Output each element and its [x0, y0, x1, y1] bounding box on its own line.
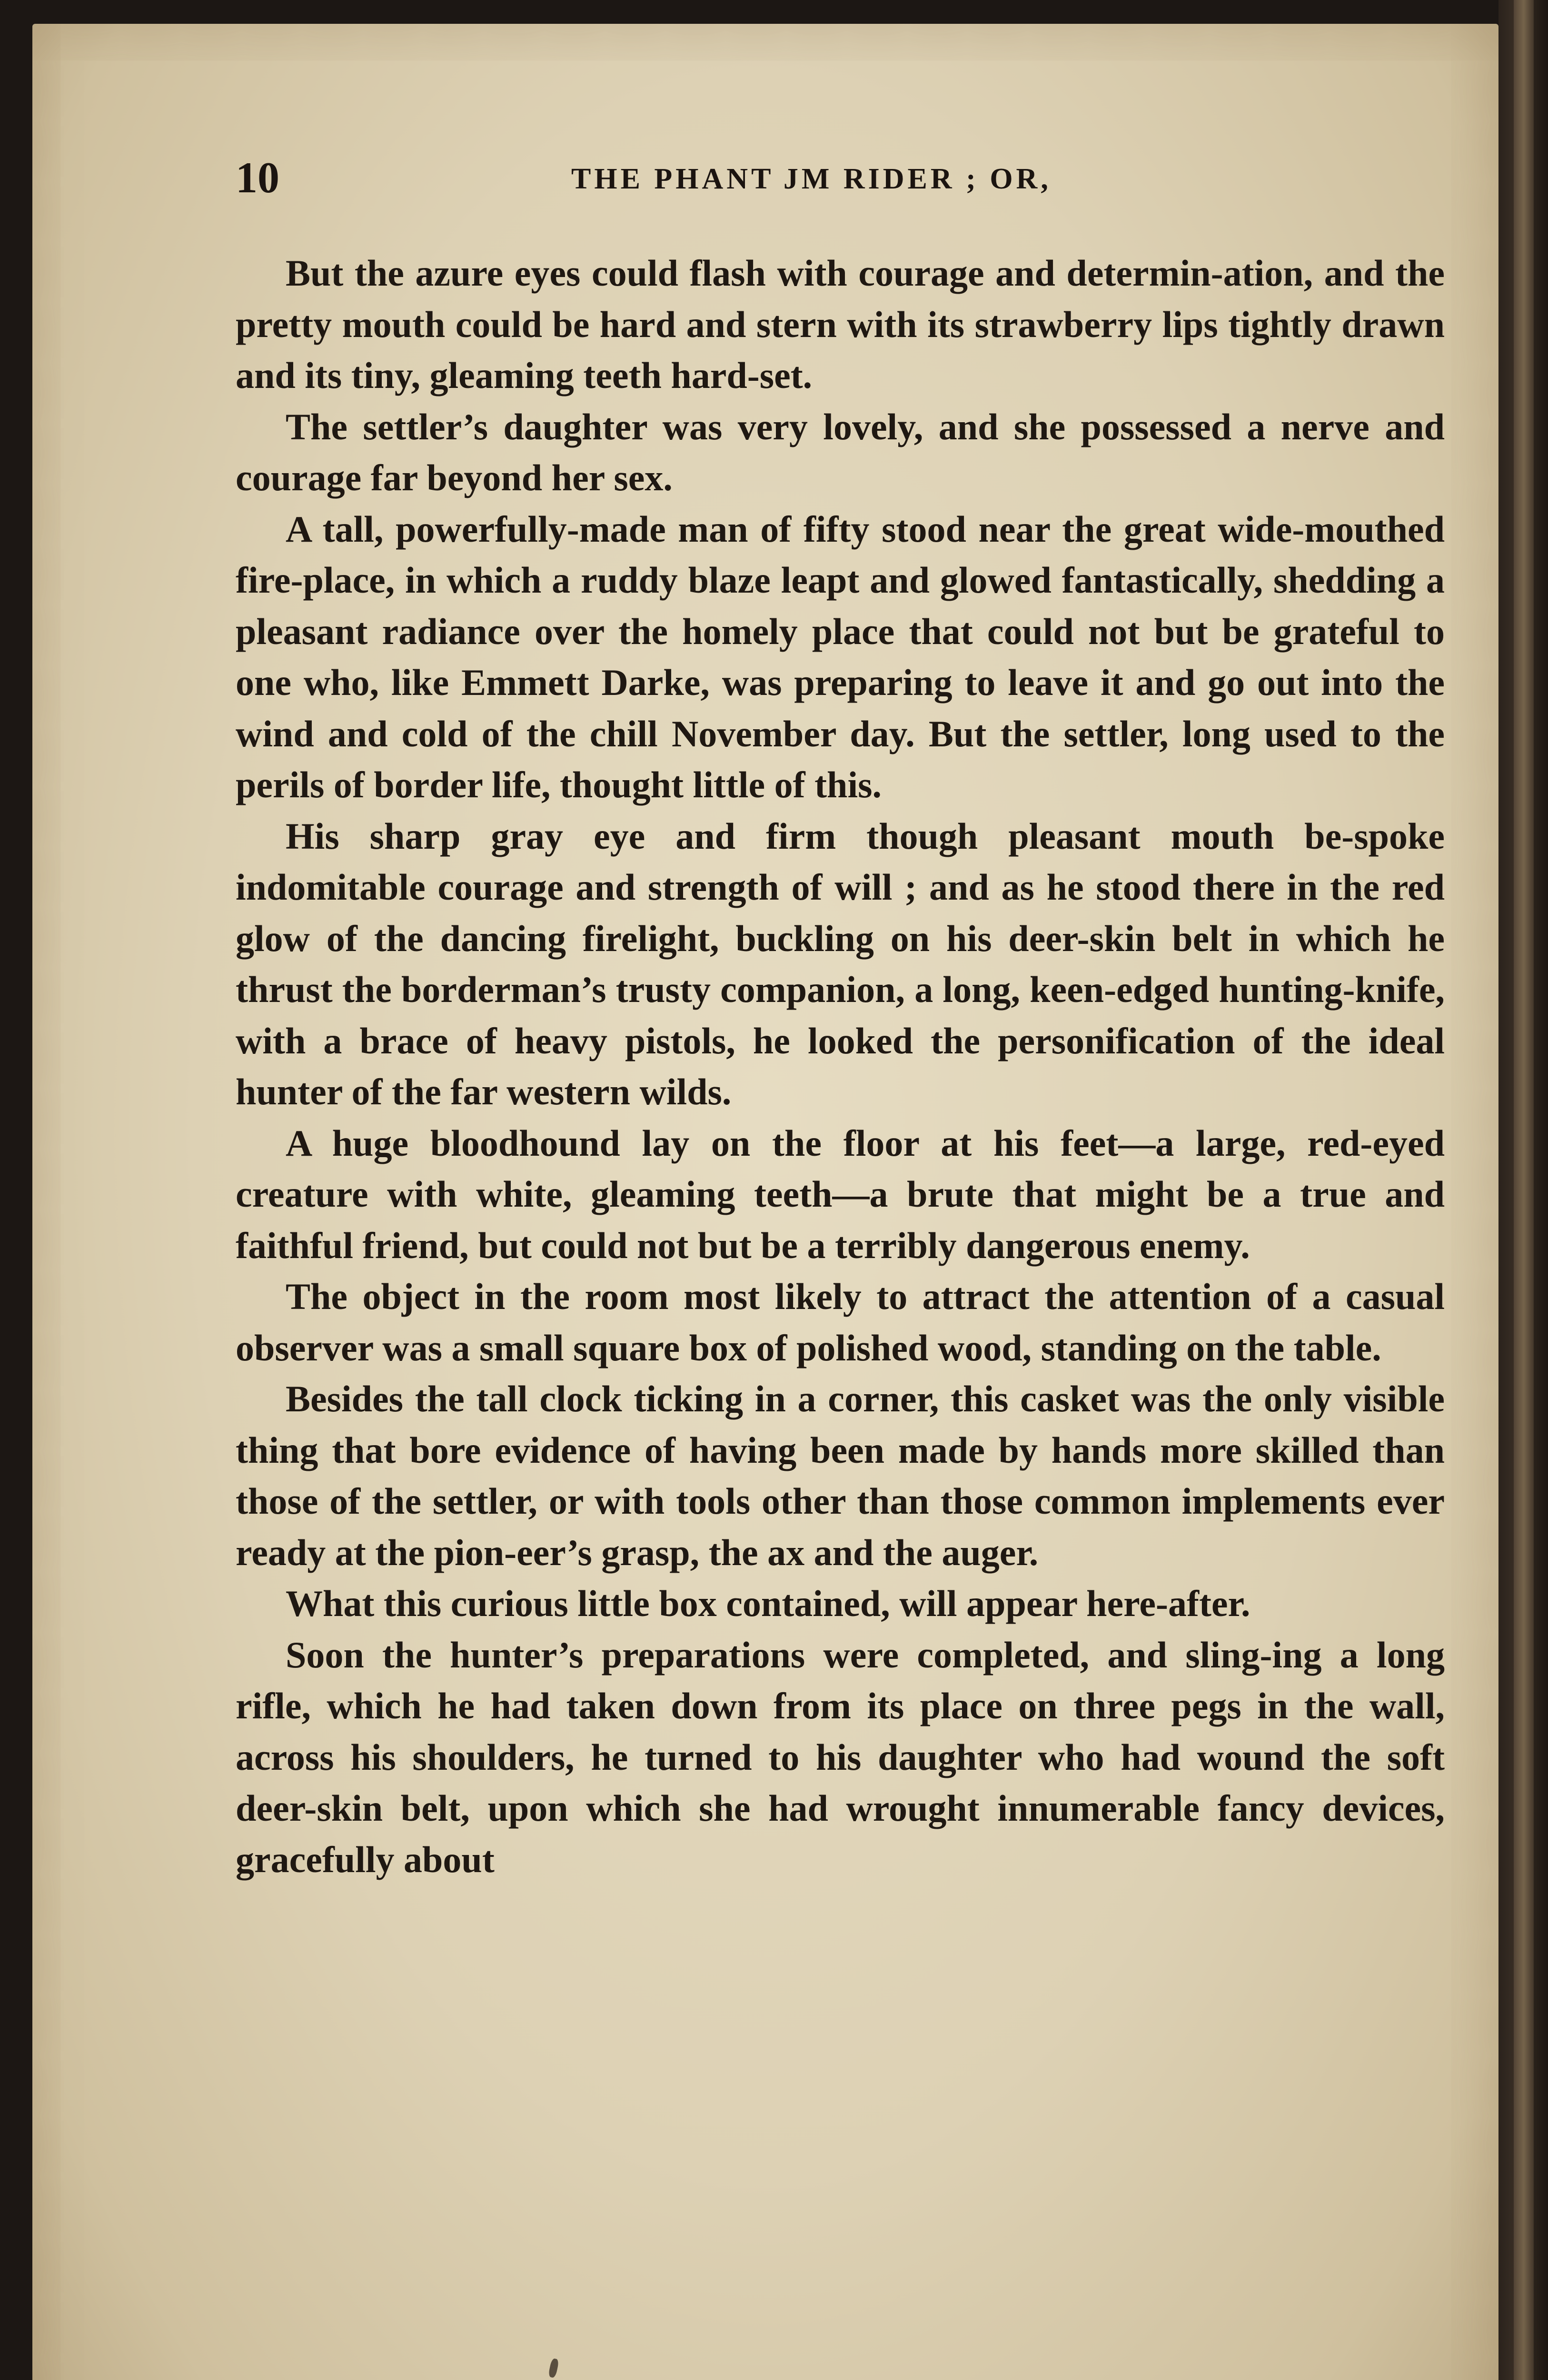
- paragraph: A huge bloodhound lay on the floor at his feet—a large, red-eyed creature with white, gleaming teeth—a brute that might be a true and faithful friend, but could not but be a terribly dangerous enemy.: [236, 1122, 1445, 1266]
- paragraph: A tall, powerfully-made man of fifty stood near the great wide-mouthed fire-place, in which a ruddy blaze leapt and glowed fantastically, shedding a pleasant radiance over the homely place that could not but be grateful to one who, like Emmett Darke, was preparing to leave it and go out into the wind and cold of the chill November day. But the settler, long used to the perils of border life, thought little of this.: [236, 508, 1445, 805]
- paragraph: The object in the room most likely to attract the attention of a casual observer was a small square box of polished wood, standing on the table.: [236, 1276, 1445, 1368]
- paragraph: The settler’s daughter was very lovely, and she possessed a nerve and courage far beyond her sex.: [236, 406, 1445, 498]
- page-number: 10: [236, 153, 279, 202]
- running-title: THE PHANT JM RIDER ; OR,: [571, 163, 1052, 195]
- paragraph: But the azure eyes could flash with courage and determin-ation, and the pretty mouth could be hard and stern with its strawberry lips tightly drawn and its tiny, gleaming teeth hard-set.: [236, 252, 1445, 396]
- page-edge-strip: [1514, 0, 1534, 2380]
- running-head: [236, 151, 1459, 208]
- paragraph: What this curious little box contained, will appear here-after.: [286, 1583, 1250, 1624]
- paragraph: Besides the tall clock ticking in a corner, this casket was the only visible thing that bore evidence of having been made by hands more skilled than those of the settler, or with tools other than those common implements ever ready at the pion-eer’s grasp, the ax and the auger.: [236, 1378, 1445, 1573]
- paragraph: His sharp gray eye and firm though pleasant mouth be-spoke indomitable courage and strength of will ; and as he stood there in the red glow of the dancing firelight, buckling on his deer-skin belt in which he thrust the borderman’s trusty companion, a long, keen-edged hunting-knife, with a brace of heavy pistols, he looked the personification of the ideal hunter of the far western wilds.: [236, 815, 1445, 1112]
- paragraph: Soon the hunter’s preparations were completed, and sling-ing a long rifle, which he had taken down from its place on three pegs in the wall, across his shoulders, he turned to his daughter who had wound the soft deer-skin belt, upon which she had wrought innumerable fancy devices, gracefully about: [236, 1634, 1445, 1880]
- body-text: [236, 248, 1445, 1885]
